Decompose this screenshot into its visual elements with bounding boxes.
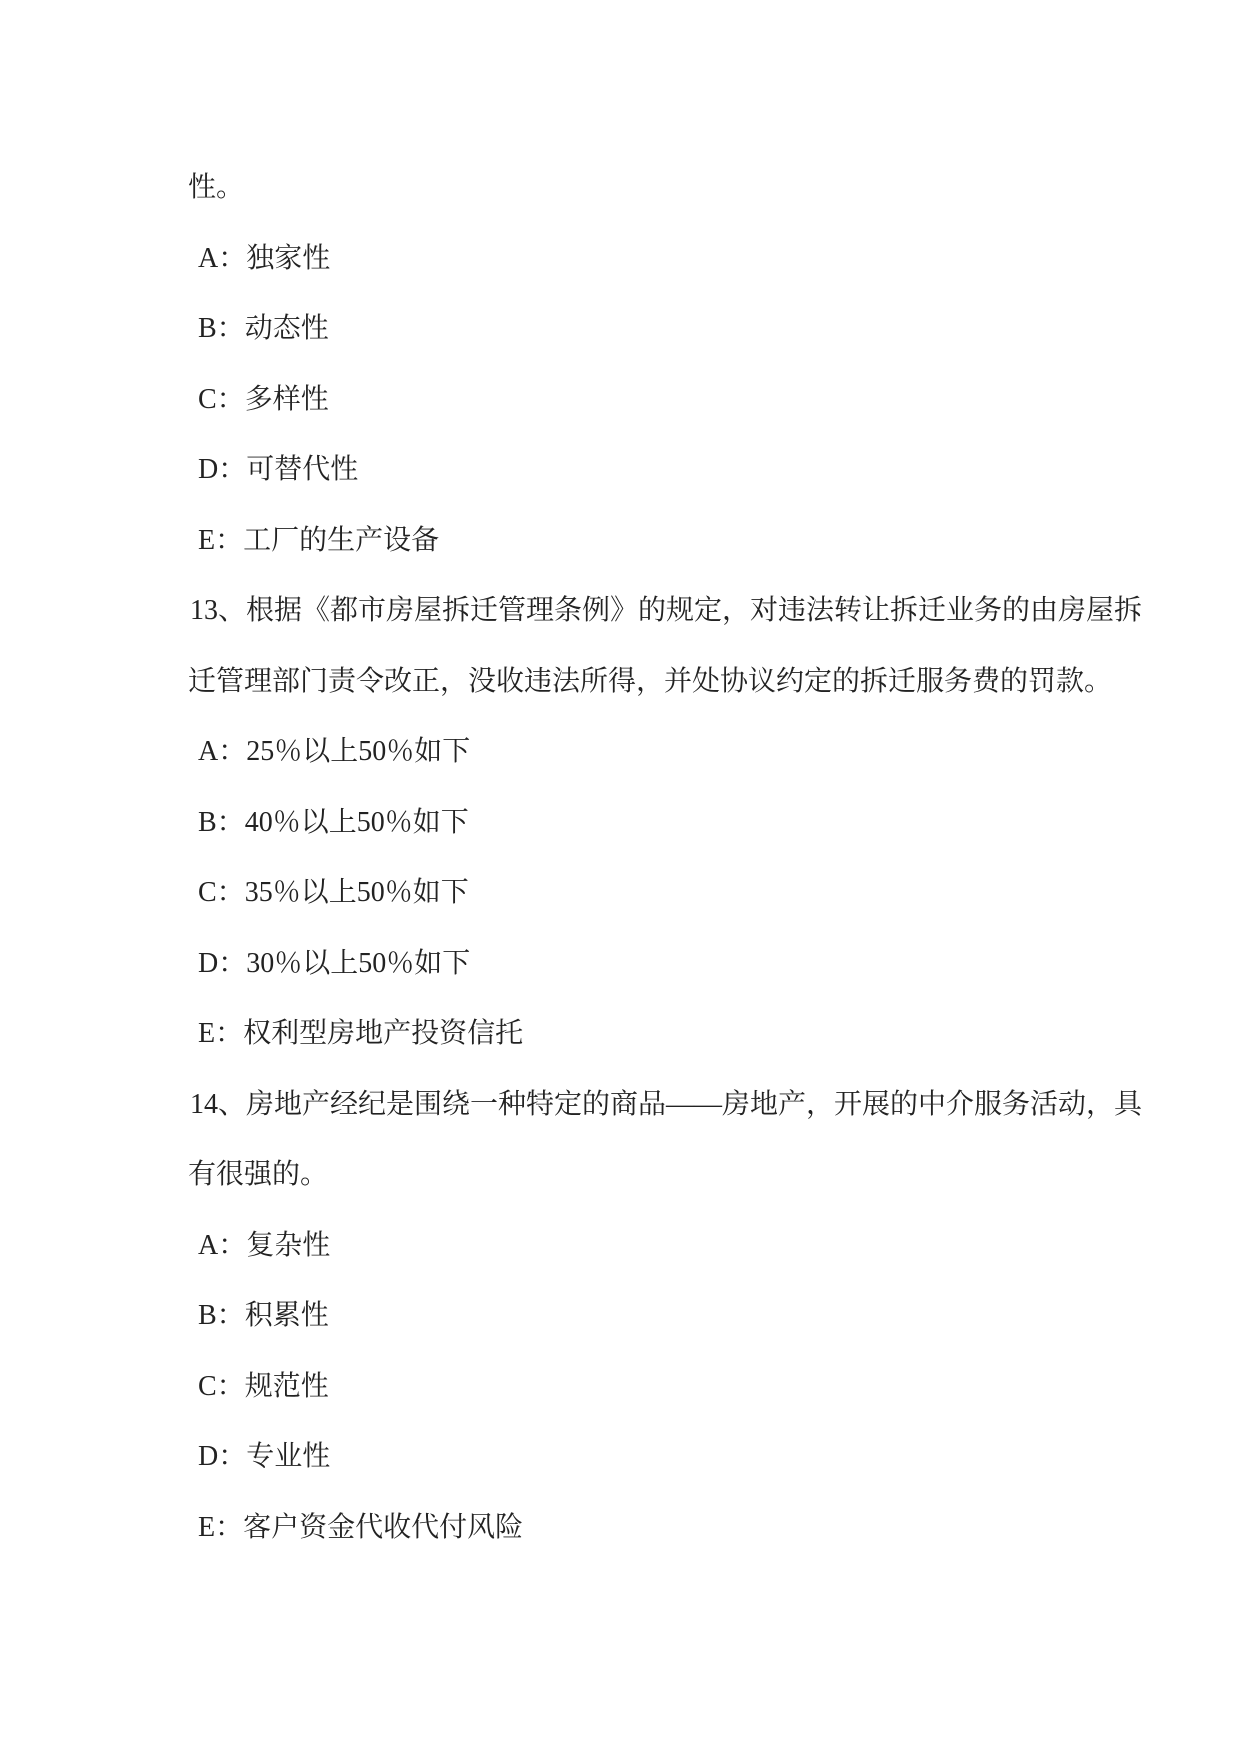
option-label: C： [198,1370,245,1402]
question-13-number: 13、 [190,595,247,626]
question-14-option-e [0,1493,1240,1564]
question-14-option-d [0,1422,1240,1493]
question-14-text: 房地产经纪是围绕一种特定的商品——房地产，开展的中介服务活动，具 [246,1088,1143,1120]
question-14-number: 14、 [190,1088,247,1120]
question-13-line-2: 迁管理部门责令改正，没收违法所得，并处协议约定的拆迁服务费的罚款。 [188,665,1113,697]
option-label: A： [198,1229,247,1261]
option-label: E： [198,1511,244,1543]
option-label: E： [198,1018,244,1049]
option-text: 40％以上50％如下 [244,806,469,838]
question-12-option-c [0,365,1240,436]
option-text: 30％以上50％如下 [246,947,471,979]
option-text: 客户资金代收代付风险 [243,1511,524,1543]
option-text: 独家性 [246,242,331,274]
question-12-option-d [0,435,1240,506]
question-14-option-b [0,1281,1240,1352]
option-label: D： [198,454,247,485]
option-label: D： [198,947,247,979]
question-13-option-b [0,788,1240,859]
option-label: A： [198,242,247,274]
option-text: 可替代性 [246,454,359,485]
option-label: B： [198,313,245,344]
option-text: 35％以上50％如下 [244,877,469,908]
option-label: B： [198,1300,245,1331]
option-text: 复杂性 [246,1229,331,1261]
question-12-option-b [0,294,1240,365]
option-text: 多样性 [244,383,329,415]
option-label: C： [198,383,245,415]
option-text: 规范性 [244,1370,329,1402]
option-text: 25％以上50％如下 [246,736,471,767]
option-text: 动态性 [244,313,329,344]
question-13-option-a [0,717,1240,788]
question-14-option-c [0,1352,1240,1423]
option-text: 权利型房地产投资信托 [243,1018,524,1049]
question-13-option-d [0,929,1240,1000]
option-label: B： [198,806,245,838]
question-13-line-1 [0,576,1240,647]
question-13-option-c [0,858,1240,929]
option-text: 专业性 [246,1441,331,1472]
question-12-option-e [0,506,1240,577]
question-14-line-1 [0,1070,1240,1141]
question-12-continuation-line: 性。 [188,172,245,203]
option-label: C： [198,877,245,908]
question-13-option-e [0,999,1240,1070]
option-label: E： [198,524,244,556]
option-label: A： [198,736,247,767]
option-label: D： [198,1441,247,1472]
question-12-option-a [0,224,1240,295]
option-text: 积累性 [244,1300,329,1331]
question-14-option-a [0,1211,1240,1282]
question-13-text: 根据《都市房屋拆迁管理条例》的规定，对违法转让拆迁业务的由房屋拆 [246,595,1143,626]
question-14-line-2: 有很强的。 [188,1159,329,1190]
option-text: 工厂的生产设备 [243,524,440,556]
